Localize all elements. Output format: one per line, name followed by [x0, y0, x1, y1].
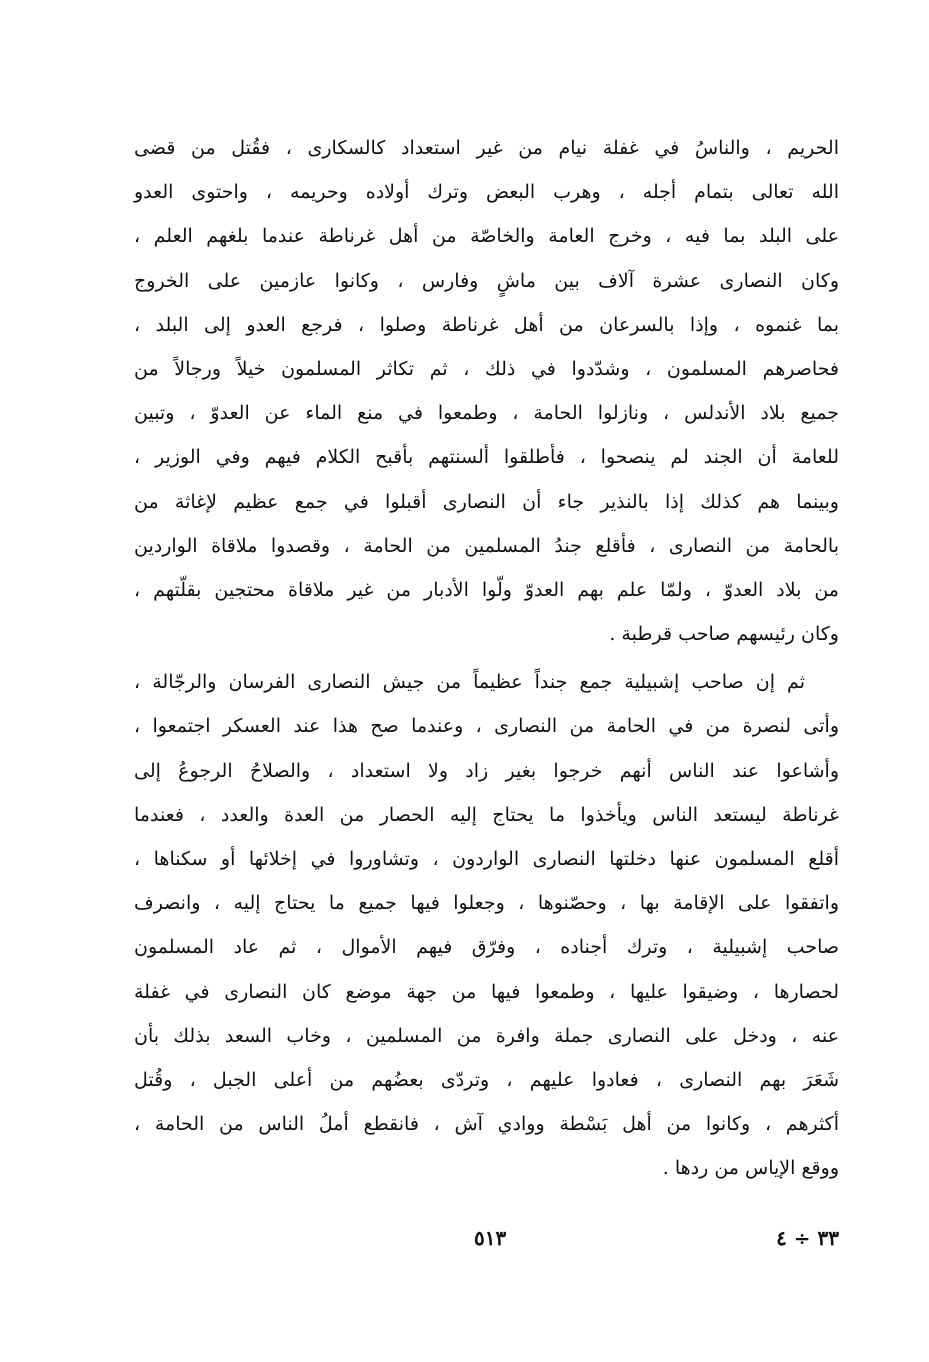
- text-line: لحصارها ، وضيقوا عليها ، وطمعوا فيها من جهة موضع كان النصارى في غفلة: [134, 980, 839, 1003]
- text-line: بما غنموه ، وإذا بالسرعان من أهل غرناطة وصلوا ، فرجع العدو إلى البلد ،: [134, 313, 839, 336]
- text-line: وكان رئيسهم صاحب قرطبة .: [609, 623, 839, 646]
- text-line: من بلاد العدوّ ، ولمّا علم بهم العدوّ ولّوا الأدبار من غير ملاقاة محتجين بقلّتهم ،: [134, 578, 839, 601]
- text-line: وأتى لنصرة من في الحامة من النصارى ، وعندما صح هذا عند العسكر اجتمعوا ،: [134, 715, 839, 738]
- text-line: جميع بلاد الأندلس ، ونازلوا الحامة ، وطمعوا في منع الماء عن العدوّ ، وتبين: [134, 402, 839, 425]
- text-line: واتفقوا على الإقامة بها ، وحصّنوها ، وجعلوا فيها جميع ما يحتاج إليه ، وانصرف: [134, 892, 839, 915]
- page-number: ٥١٣: [474, 1226, 507, 1250]
- text-line: فحاصرهم المسلمون ، وشدّدوا في ذلك ، ثم تكاثر المسلمون خيلاً ورجالاً من: [134, 357, 839, 380]
- text-line: عنه ، ودخل على النصارى جملة وافرة من المسلمين ، وخاب السعد بذلك بأن: [134, 1024, 839, 1047]
- body-text: [134, 126, 839, 1191]
- text-line: للعامة أن الجند لم ينصحوا ، فأطلقوا ألسنتهم بأقبح الكلام فيهم وفي الوزير ،: [134, 446, 839, 469]
- text-line: ثم إن صاحب إشبيلية جمع جنداً عظيماً من جيش النصارى الفرسان والرجّالة ،: [134, 671, 805, 694]
- text-line: وأشاعوا عند الناس أنهم خرجوا بغير زاد ولا استعداد ، والصلاحُ الرجوعُ إلى: [134, 759, 839, 782]
- text-line: وبينما هم كذلك إذا بالنذير جاء أن النصارى أقبلوا في جمع عظيم لإغاثة من: [134, 490, 839, 513]
- page-footer: [134, 1226, 839, 1262]
- text-line: غرناطة ليستعد الناس ويأخذوا ما يحتاج إليه الحصار من العدة والعدد ، فعندما: [134, 803, 839, 826]
- paragraph: [134, 126, 839, 656]
- signature-mark: ٣٣ ÷ ٤: [776, 1226, 839, 1250]
- paragraph: [134, 660, 839, 1190]
- text-line: بالحامة من النصارى ، فأقلع جندُ المسلمين من الحامة ، وقصدوا ملاقاة الواردين: [134, 534, 839, 557]
- text-line: الله تعالى بتمام أجله ، وهرب البعض وترك أولاده وحريمه ، واحتوى العدو: [134, 181, 839, 204]
- text-line: ووقع الإياس من ردها .: [662, 1157, 839, 1180]
- text-line: أقلع المسلمون عنها دخلتها النصارى الواردون ، وتشاوروا في إخلائها أو سكناها ،: [134, 848, 839, 870]
- text-line: على البلد بما فيه ، وخرج العامة والخاصّة من أهل غرناطة عندما بلغهم العلم ،: [134, 225, 839, 248]
- text-line: أكثرهم ، وكانوا من أهل بَسْطة ووادي آش ، فانقطع أملُ الناس من الحامة ،: [134, 1113, 839, 1136]
- text-line: الحريم ، والناسُ في غفلة نيام من غير استعداد كالسكارى ، فقُتل من قضى: [134, 137, 839, 159]
- text-line: صاحب إشبيلية ، وترك أجناده ، وفرّق فيهم الأموال ، ثم عاد المسلمون: [134, 936, 839, 959]
- text-line: شَعَرَ بهم النصارى ، فعادوا عليهم ، وتردّى بعضُهم من أعلى الجبل ، وقُتل: [134, 1068, 839, 1091]
- text-line: وكان النصارى عشرة آلاف بين ماشٍ وفارس ، وكانوا عازمين على الخروج: [134, 269, 839, 292]
